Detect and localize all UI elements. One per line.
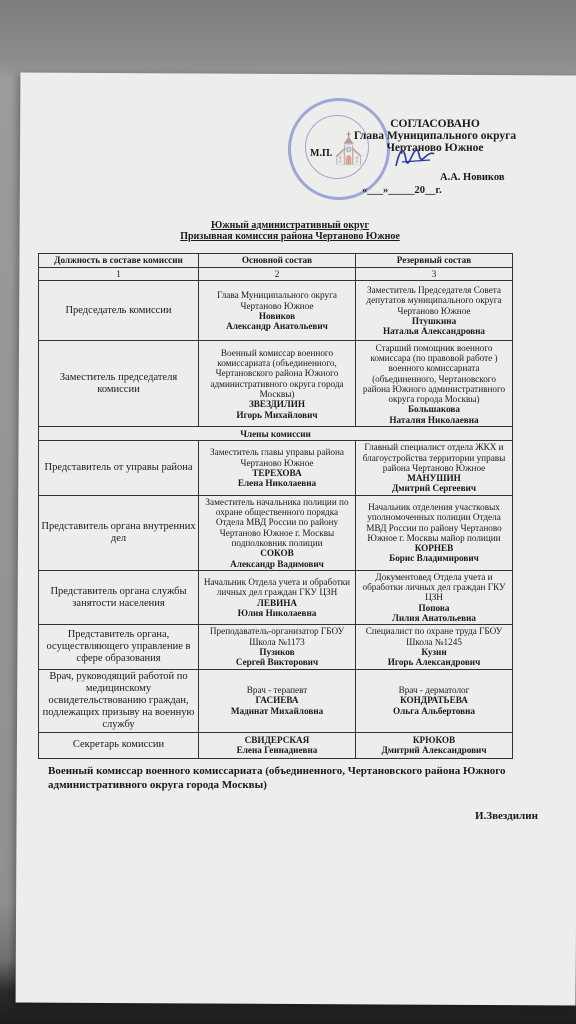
reserve-member-cell xyxy=(356,281,513,341)
main-member-cell xyxy=(199,341,356,427)
position-cell: Представитель от управы района xyxy=(39,441,199,495)
table-number-row xyxy=(39,268,513,281)
column-number: 1 xyxy=(39,268,199,281)
member-surname: Пузиков xyxy=(259,646,295,657)
approval-date: «___»_____20__г. xyxy=(362,185,442,196)
column-header: Должность в составе комиссии xyxy=(39,254,199,268)
member-firstname: Лилия Анатольевна xyxy=(392,613,476,624)
column-number: 3 xyxy=(356,268,513,281)
member-role: Преподаватель-организатор ГБОУ Школа №1173 xyxy=(209,626,345,647)
member-surname: ТЕРЕХОВА xyxy=(252,468,302,479)
reserve-member-cell xyxy=(356,495,513,570)
table-row xyxy=(39,625,513,669)
reserve-member-cell xyxy=(356,570,513,624)
footer-text: Военный комиссар военного комиссариата (объединенного, Чертановского района Южного административного округа города Москвы) xyxy=(48,765,506,791)
member-role: Главный специалист отдела ЖКХ и благоустройства территории управы района Чертаново Южное xyxy=(362,442,506,473)
member-surname: ЗВЕЗДИЛИН xyxy=(248,399,306,410)
document-title-line2: Призывная комиссия района Чертаново Южное xyxy=(180,231,400,242)
main-member-cell xyxy=(199,732,356,758)
member-surname: ЛЕВИНА xyxy=(256,597,298,608)
member-firstname: Сергей Викторович xyxy=(235,657,319,668)
member-firstname: Мадинат Михайловна xyxy=(230,705,324,716)
members-header-row xyxy=(39,427,513,441)
table-row xyxy=(39,495,513,570)
column-number: 2 xyxy=(199,268,356,281)
member-surname: СОКОВ xyxy=(260,548,294,559)
approval-line: СОГЛАСОВАНО xyxy=(390,118,480,130)
table-row xyxy=(39,341,513,427)
main-member-cell xyxy=(199,625,356,669)
member-firstname: Елена Николаевна xyxy=(237,478,317,489)
table-row xyxy=(39,441,513,495)
member-role: Документовед Отдела учета и обработки личных дел граждан ГКУ ЦЗН xyxy=(362,571,506,603)
reserve-member-cell xyxy=(356,732,513,758)
member-surname: Попова xyxy=(418,602,450,613)
position-cell: Представитель органа службы занятости населения xyxy=(39,570,199,624)
column-header: Основной состав xyxy=(199,254,356,268)
approval-line: Чертаново Южное xyxy=(386,142,484,154)
member-firstname: Дмитрий Александрович xyxy=(381,745,487,756)
member-firstname: Александр Вадимович xyxy=(230,558,324,569)
position-cell: Секретарь комиссии xyxy=(39,732,199,758)
main-member-cell xyxy=(199,441,356,495)
member-firstname: Наталия Николаевна xyxy=(389,414,479,425)
member-surname: Птушкина xyxy=(411,315,457,326)
position-cell: Заместитель председателя комиссии xyxy=(39,341,199,427)
member-firstname: Игорь Михайлович xyxy=(236,409,318,420)
member-firstname: Елена Геннадиевна xyxy=(236,745,318,756)
table-header-row xyxy=(39,254,513,268)
position-cell: Председатель комиссии xyxy=(39,281,199,341)
main-member-cell xyxy=(199,570,356,624)
member-firstname: Ольга Альбертовна xyxy=(392,705,475,716)
member-role: Глава Муниципального округа Чертаново Южное xyxy=(217,290,337,311)
member-firstname: Игорь Александрович xyxy=(387,657,481,668)
member-surname: Новиков xyxy=(258,310,296,321)
reserve-member-cell xyxy=(356,625,513,669)
main-member-cell xyxy=(199,495,356,570)
member-surname: КОРНЕВ xyxy=(414,543,454,554)
member-firstname: Александр Анатольевич xyxy=(226,321,328,332)
column-header: Резервный состав xyxy=(356,254,513,268)
table-row xyxy=(39,570,513,624)
commission-table xyxy=(38,253,513,759)
member-surname: КРЮКОВ xyxy=(412,734,456,745)
members-header: Члены комиссии xyxy=(39,427,513,441)
seal-place-label: М.П. xyxy=(310,148,333,159)
member-surname: ГАСИЕВА xyxy=(255,695,299,706)
table-row xyxy=(39,732,513,758)
reserve-member-cell xyxy=(356,441,513,495)
member-role: Врач - терапевт xyxy=(246,685,308,696)
main-member-cell xyxy=(199,669,356,732)
document-title xyxy=(150,220,430,242)
reserve-member-cell xyxy=(356,341,513,427)
handwritten-signature-icon xyxy=(392,142,436,176)
member-role: Специалист по охране труда ГБОУ Школа №1245 xyxy=(365,626,503,647)
seal-emblem-icon: ⛪ xyxy=(330,133,368,166)
member-surname: МАНУШИН xyxy=(407,473,461,484)
member-firstname: Юлия Николаевна xyxy=(237,607,317,618)
table-row xyxy=(39,281,513,341)
member-role: Заместитель Председателя Совета депутатов муниципального округа Чертаново Южное xyxy=(366,285,502,316)
document-title-line1: Южный административный округ xyxy=(210,220,370,231)
member-surname: СВИДЕРСКАЯ xyxy=(244,734,310,745)
member-role: Начальник Отдела учета и обработки личных дел граждан ГКУ ЦЗН xyxy=(203,577,351,598)
member-role: Заместитель начальника полиции по охране общественного порядка Отдела МВД России по району Чертаново Южное г. Москвы подполковник полиции xyxy=(205,496,349,548)
member-role: Заместитель главы управы района Чертаново Южное xyxy=(210,447,344,468)
table-row xyxy=(39,669,513,732)
member-role: Старший помощник военного комиссара (по правовой работе ) военного комиссариата (объединенного, Чертановского района Южного административного округа города Москвы) xyxy=(362,342,506,405)
approval-signatory: А.А. Новиков xyxy=(440,172,505,183)
member-surname: КОНДРАТЬЕВА xyxy=(400,695,468,706)
member-role: Начальник отделения участковых уполномоченных полиции Отдела МВД России по району Чертаново Южное г. Москвы майор полиции xyxy=(366,501,502,543)
member-firstname: Дмитрий Сергеевич xyxy=(391,483,477,494)
member-role: Военный комиссар военного комиссариата (объединенного, Чертановского района Южного административного округа города Москвы) xyxy=(210,347,344,399)
position-cell: Врач, руководящий работой по медицинскому освидетельствованию граждан, подлежащих призыву на военную службу xyxy=(39,669,199,732)
member-firstname: Наталья Александровна xyxy=(382,326,486,337)
approval-line: Глава Муниципального округа xyxy=(353,130,517,142)
member-role: Врач - дерматолог xyxy=(398,685,470,696)
member-surname: Кузин xyxy=(421,646,447,657)
member-surname: Большакова xyxy=(407,404,460,415)
reserve-member-cell xyxy=(356,669,513,732)
footer-signature: И.Звездилин xyxy=(475,810,538,822)
member-firstname: Борис Владимирович xyxy=(389,553,479,564)
position-cell: Представитель органа, осуществляющего управление в сфере образования xyxy=(39,625,199,669)
position-cell: Представитель органа внутренних дел xyxy=(39,495,199,570)
main-member-cell xyxy=(199,281,356,341)
